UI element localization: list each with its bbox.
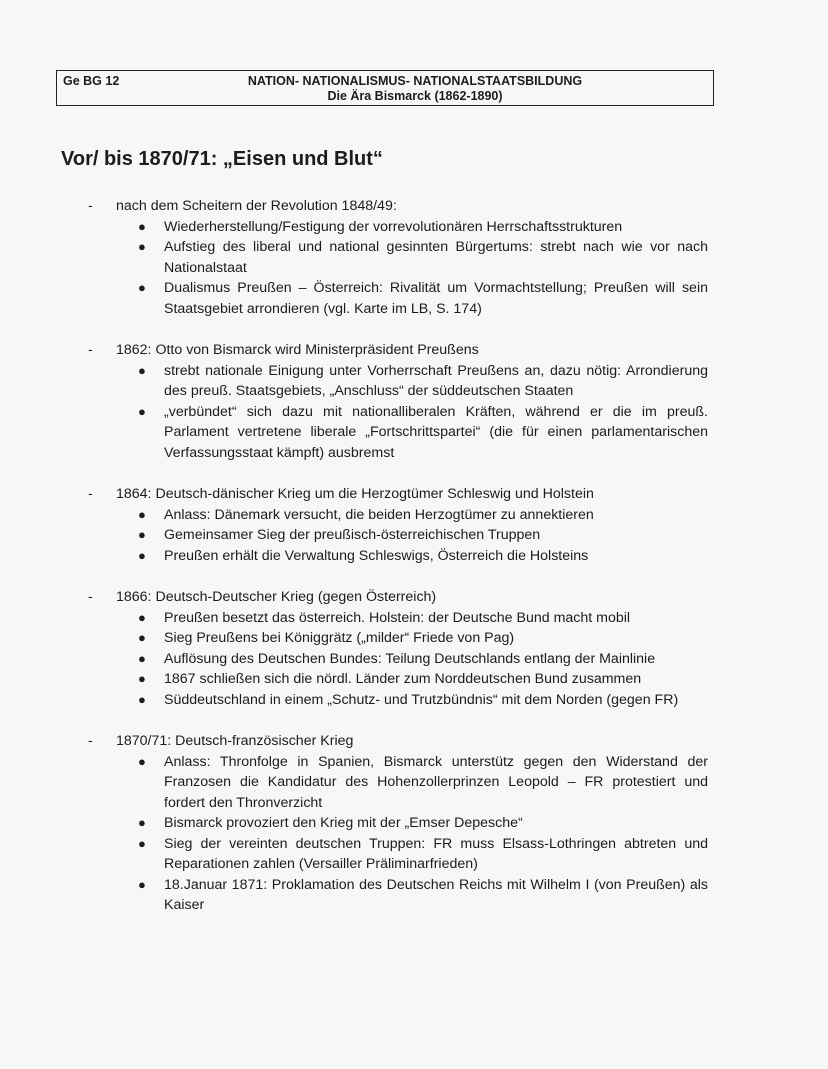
bullet-text: Wiederherstellung/Festigung der vorrevolutionären Herrschaftsstrukturen — [164, 218, 623, 235]
dash-marker: - — [88, 486, 93, 502]
section-title: 1862: Otto von Bismarck wird Ministerpräsident Preußens — [116, 342, 479, 358]
page-heading: Vor/ bis 1870/71: „Eisen und Blut“ — [61, 148, 383, 170]
bullet-item — [0, 402, 828, 464]
bullet-text: Gemeinsamer Sieg der preußisch-österreichischen Truppen — [164, 527, 541, 543]
bullet-dot-icon: ● — [138, 691, 146, 707]
document-title: NATION- NATIONALISMUS- NATIONALSTAATSBILDUNG — [247, 74, 583, 88]
bullet-dot-icon: ● — [138, 403, 146, 419]
bullet-text: 1867 schließen sich die nördl. Länder zum Norddeutschen Bund zusammen — [164, 671, 642, 687]
bullet-text: „verbündet“ sich dazu mit nationalliberalen Kräften, während er die im preuß. Parlament vertretene liberale „Fortschrittspartei“ (die für einen parlamentarischen Verfassungsstaat kämpft) ausbremst — [164, 403, 708, 461]
bullet-item — [0, 752, 828, 814]
bullet-dot-icon: ● — [138, 609, 146, 625]
bullet-dot-icon: ● — [138, 239, 146, 254]
bullet-item — [0, 217, 828, 238]
bullet-dot-icon: ● — [138, 527, 146, 542]
bullet-item — [0, 834, 828, 875]
bullet-text: Süddeutschland in einem „Schutz- und Trutzbündnis“ mit dem Norden (gegen FR) — [164, 691, 679, 708]
bullet-item — [0, 669, 828, 690]
bullet-item — [0, 813, 828, 834]
bullet-text: Preußen erhält die Verwaltung Schleswigs, Österreich die Holsteins — [164, 547, 589, 564]
document-header — [56, 70, 714, 106]
bullet-list — [0, 752, 828, 916]
bullet-item — [0, 649, 828, 670]
bullet-text: Auflösung des Deutschen Bundes: Teilung Deutschlands entlang der Mainlinie — [164, 650, 656, 667]
bullet-text: strebt nationale Einigung unter Vorherrschaft Preußens an, dazu nötig: Arrondierung des preuß. Staatsgebiets, „Anschluss“ der süddeutschen Staaten — [164, 362, 708, 399]
bullet-text: Anlass: Dänemark versucht, die beiden Herzogtümer zu annektieren — [164, 506, 594, 523]
bullet-text: Preußen besetzt das österreich. Holstein: der Deutsche Bund macht mobil — [164, 609, 631, 626]
document-body — [0, 196, 828, 937]
bullet-dot-icon: ● — [138, 815, 146, 830]
bullet-item — [0, 237, 828, 278]
bullet-list — [0, 505, 828, 567]
bullet-dot-icon: ● — [138, 506, 146, 522]
bullet-text: Aufstieg des liberal und national gesinnten Bürgertums: strebt nach wie vor nach Nationalstaat — [164, 239, 708, 276]
bullet-text: Sieg der vereinten deutschen Truppen: FR muss Elsass-Lothringen abtreten und Reparationen zahlen (Versailler Präliminarfrieden) — [164, 835, 708, 872]
dash-marker: - — [88, 589, 93, 605]
section — [0, 731, 828, 916]
dash-marker: - — [88, 733, 93, 749]
bullet-text: 18.Januar 1871: Proklamation des Deutschen Reichs mit Wilhelm I (von Preußen) als Kaiser — [164, 876, 708, 913]
section-title: 1866: Deutsch-Deutscher Krieg (gegen Österreich) — [116, 589, 437, 605]
bullet-item — [0, 361, 828, 402]
bullet-dot-icon: ● — [138, 630, 146, 645]
bullet-dot-icon: ● — [138, 753, 146, 769]
section — [0, 587, 828, 710]
bullet-item — [0, 505, 828, 526]
document-subtitle: Die Ära Bismarck (1862-1890) — [327, 89, 503, 103]
bullet-item — [0, 278, 828, 319]
dash-marker: - — [88, 198, 93, 214]
section-title: 1870/71: Deutsch-französischer Krieg — [116, 733, 354, 749]
bullet-dot-icon: ● — [138, 671, 146, 686]
bullet-dot-icon: ● — [138, 280, 146, 295]
bullet-text: Anlass: Thronfolge in Spanien, Bismarck unterstütz gegen den Widerstand der Franzosen die Kandidatur des Hohenzollerprinzen Leopold – FR protestiert und fordert den Thronverzicht — [164, 753, 708, 811]
header-title-block — [177, 74, 653, 104]
bullet-dot-icon: ● — [138, 218, 146, 234]
bullet-dot-icon: ● — [138, 547, 146, 563]
section-title: nach dem Scheitern der Revolution 1848/49: — [116, 198, 397, 214]
bullet-text: Dualismus Preußen – Österreich: Rivalität um Vormachtstellung; Preußen will sein Staatsgebiet arrondieren (vgl. Karte im LB, S. 174) — [164, 280, 708, 317]
bullet-item — [0, 546, 828, 567]
bullet-text: Bismarck provoziert den Krieg mit der „Emser Depesche“ — [164, 815, 523, 831]
bullet-dot-icon: ● — [138, 835, 146, 851]
section-title: 1864: Deutsch-dänischer Krieg um die Herzogtümer Schleswig und Holstein — [116, 486, 594, 502]
bullet-list — [0, 608, 828, 711]
dash-marker: - — [88, 342, 93, 358]
bullet-item — [0, 690, 828, 711]
bullet-item — [0, 875, 828, 916]
bullet-item — [0, 628, 828, 649]
bullet-dot-icon: ● — [138, 650, 146, 666]
bullet-item — [0, 608, 828, 629]
section — [0, 484, 828, 566]
bullet-text: Sieg Preußens bei Königgrätz („milder“ Friede von Pag) — [164, 630, 515, 646]
bullet-list — [0, 217, 828, 320]
section — [0, 196, 828, 319]
bullet-list — [0, 361, 828, 464]
course-code: Ge BG 12 — [63, 74, 120, 88]
bullet-dot-icon: ● — [138, 362, 146, 378]
section — [0, 340, 828, 463]
bullet-dot-icon: ● — [138, 876, 146, 892]
bullet-item — [0, 525, 828, 546]
